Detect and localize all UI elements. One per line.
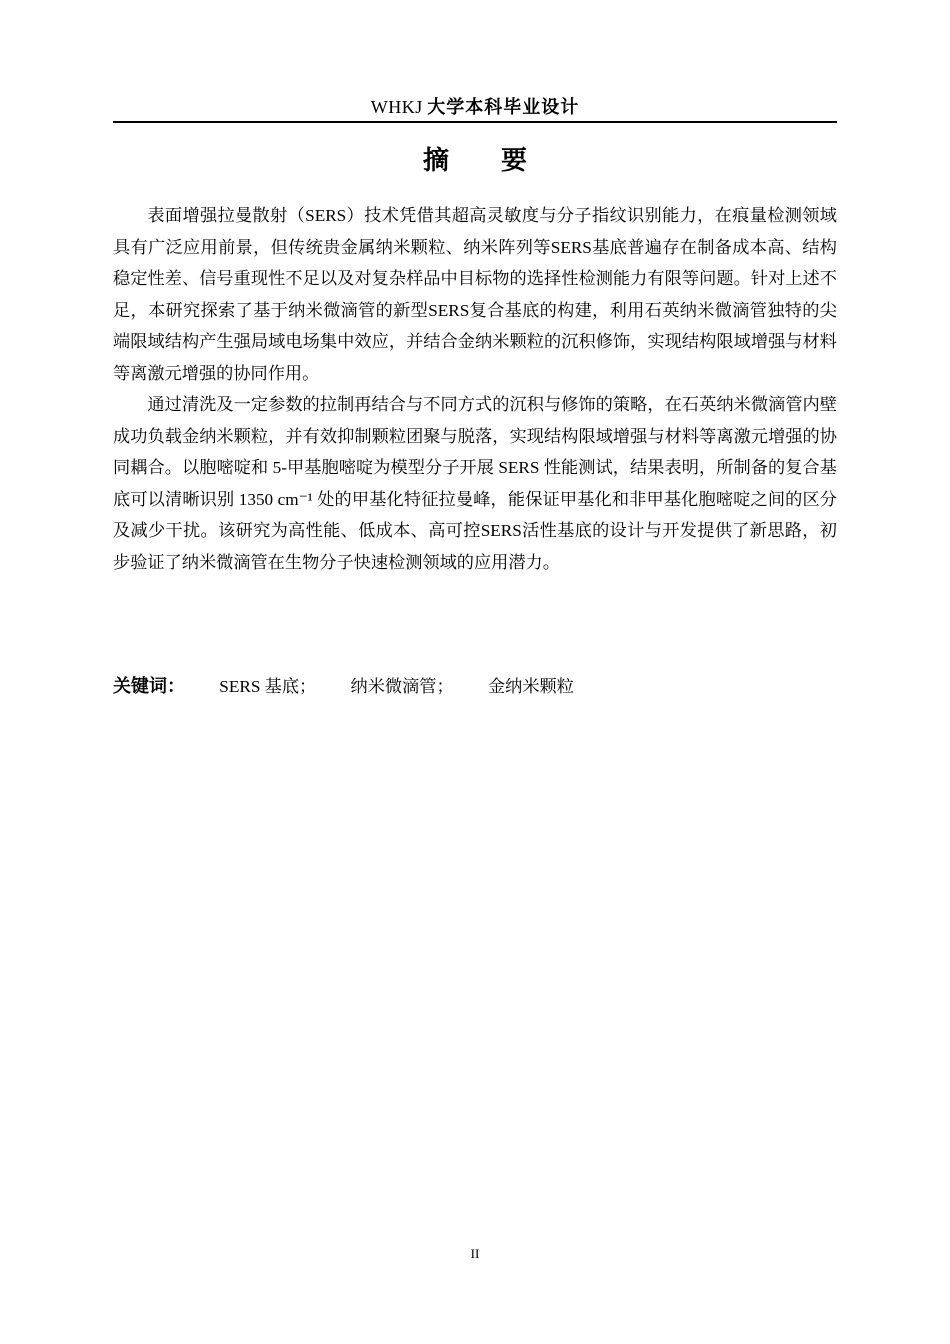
keyword-item: 纳米微滴管； bbox=[350, 677, 454, 696]
header-rule bbox=[113, 121, 837, 123]
keywords-line bbox=[113, 673, 837, 701]
abstract-title: 摘要 bbox=[422, 146, 579, 176]
header-code: WHKJ bbox=[370, 97, 423, 117]
page-number: II bbox=[470, 1246, 480, 1261]
keyword-item: 金纳米颗粒 bbox=[487, 677, 574, 696]
abstract-paragraph-2: 通过清洗及一定参数的拉制再结合与不同方式的沉积与修饰的策略，在石英纳米微滴管内壁成功负载金纳米颗粒，并有效抑制颗粒团聚与脱落，实现结构限域增强与材料等离激元增强的协同耦合。以胞嘧啶和 5-甲基胞嘧啶为模型分子开展 SERS 性能测试，结果表明，所制备的复合基底可以清晰识别 1350 cm⁻¹ 处的甲基化特征拉曼峰，能保证甲基化和非甲基化胞嘧啶之间的区分及减少干扰。该研究为高性能、低成本、高可控SERS活性基底的设计与开发提供了新思路，初步验证了纳米微滴管在生物分子快速检测领域的应用潜力。 bbox=[113, 395, 837, 572]
keyword-item: SERS 基底； bbox=[219, 677, 317, 696]
header-title: 大学本科毕业设计 bbox=[427, 97, 580, 118]
running-header bbox=[113, 94, 837, 120]
keywords-label: 关键词： bbox=[113, 676, 185, 697]
abstract-paragraph-1: 表面增强拉曼散射（SERS）技术凭借其超高灵敏度与分子指纹识别能力，在痕量检测领域具有广泛应用前景，但传统贵金属纳米颗粒、纳米阵列等SERS基底普遍存在制备成本高、结构稳定性差、信号重现性不足以及对复杂样品中目标物的选择性检测能力有限等问题。针对上述不足，本研究探索了基于纳米微滴管的新型SERS复合基底的构建，利用石英纳米微滴管独特的尖端限域结构产生强局域电场集中效应，并结合金纳米颗粒的沉积修饰，实现结构限域增强与材料等离激元增强的协同作用。 bbox=[113, 206, 837, 383]
abstract-body bbox=[113, 200, 837, 578]
